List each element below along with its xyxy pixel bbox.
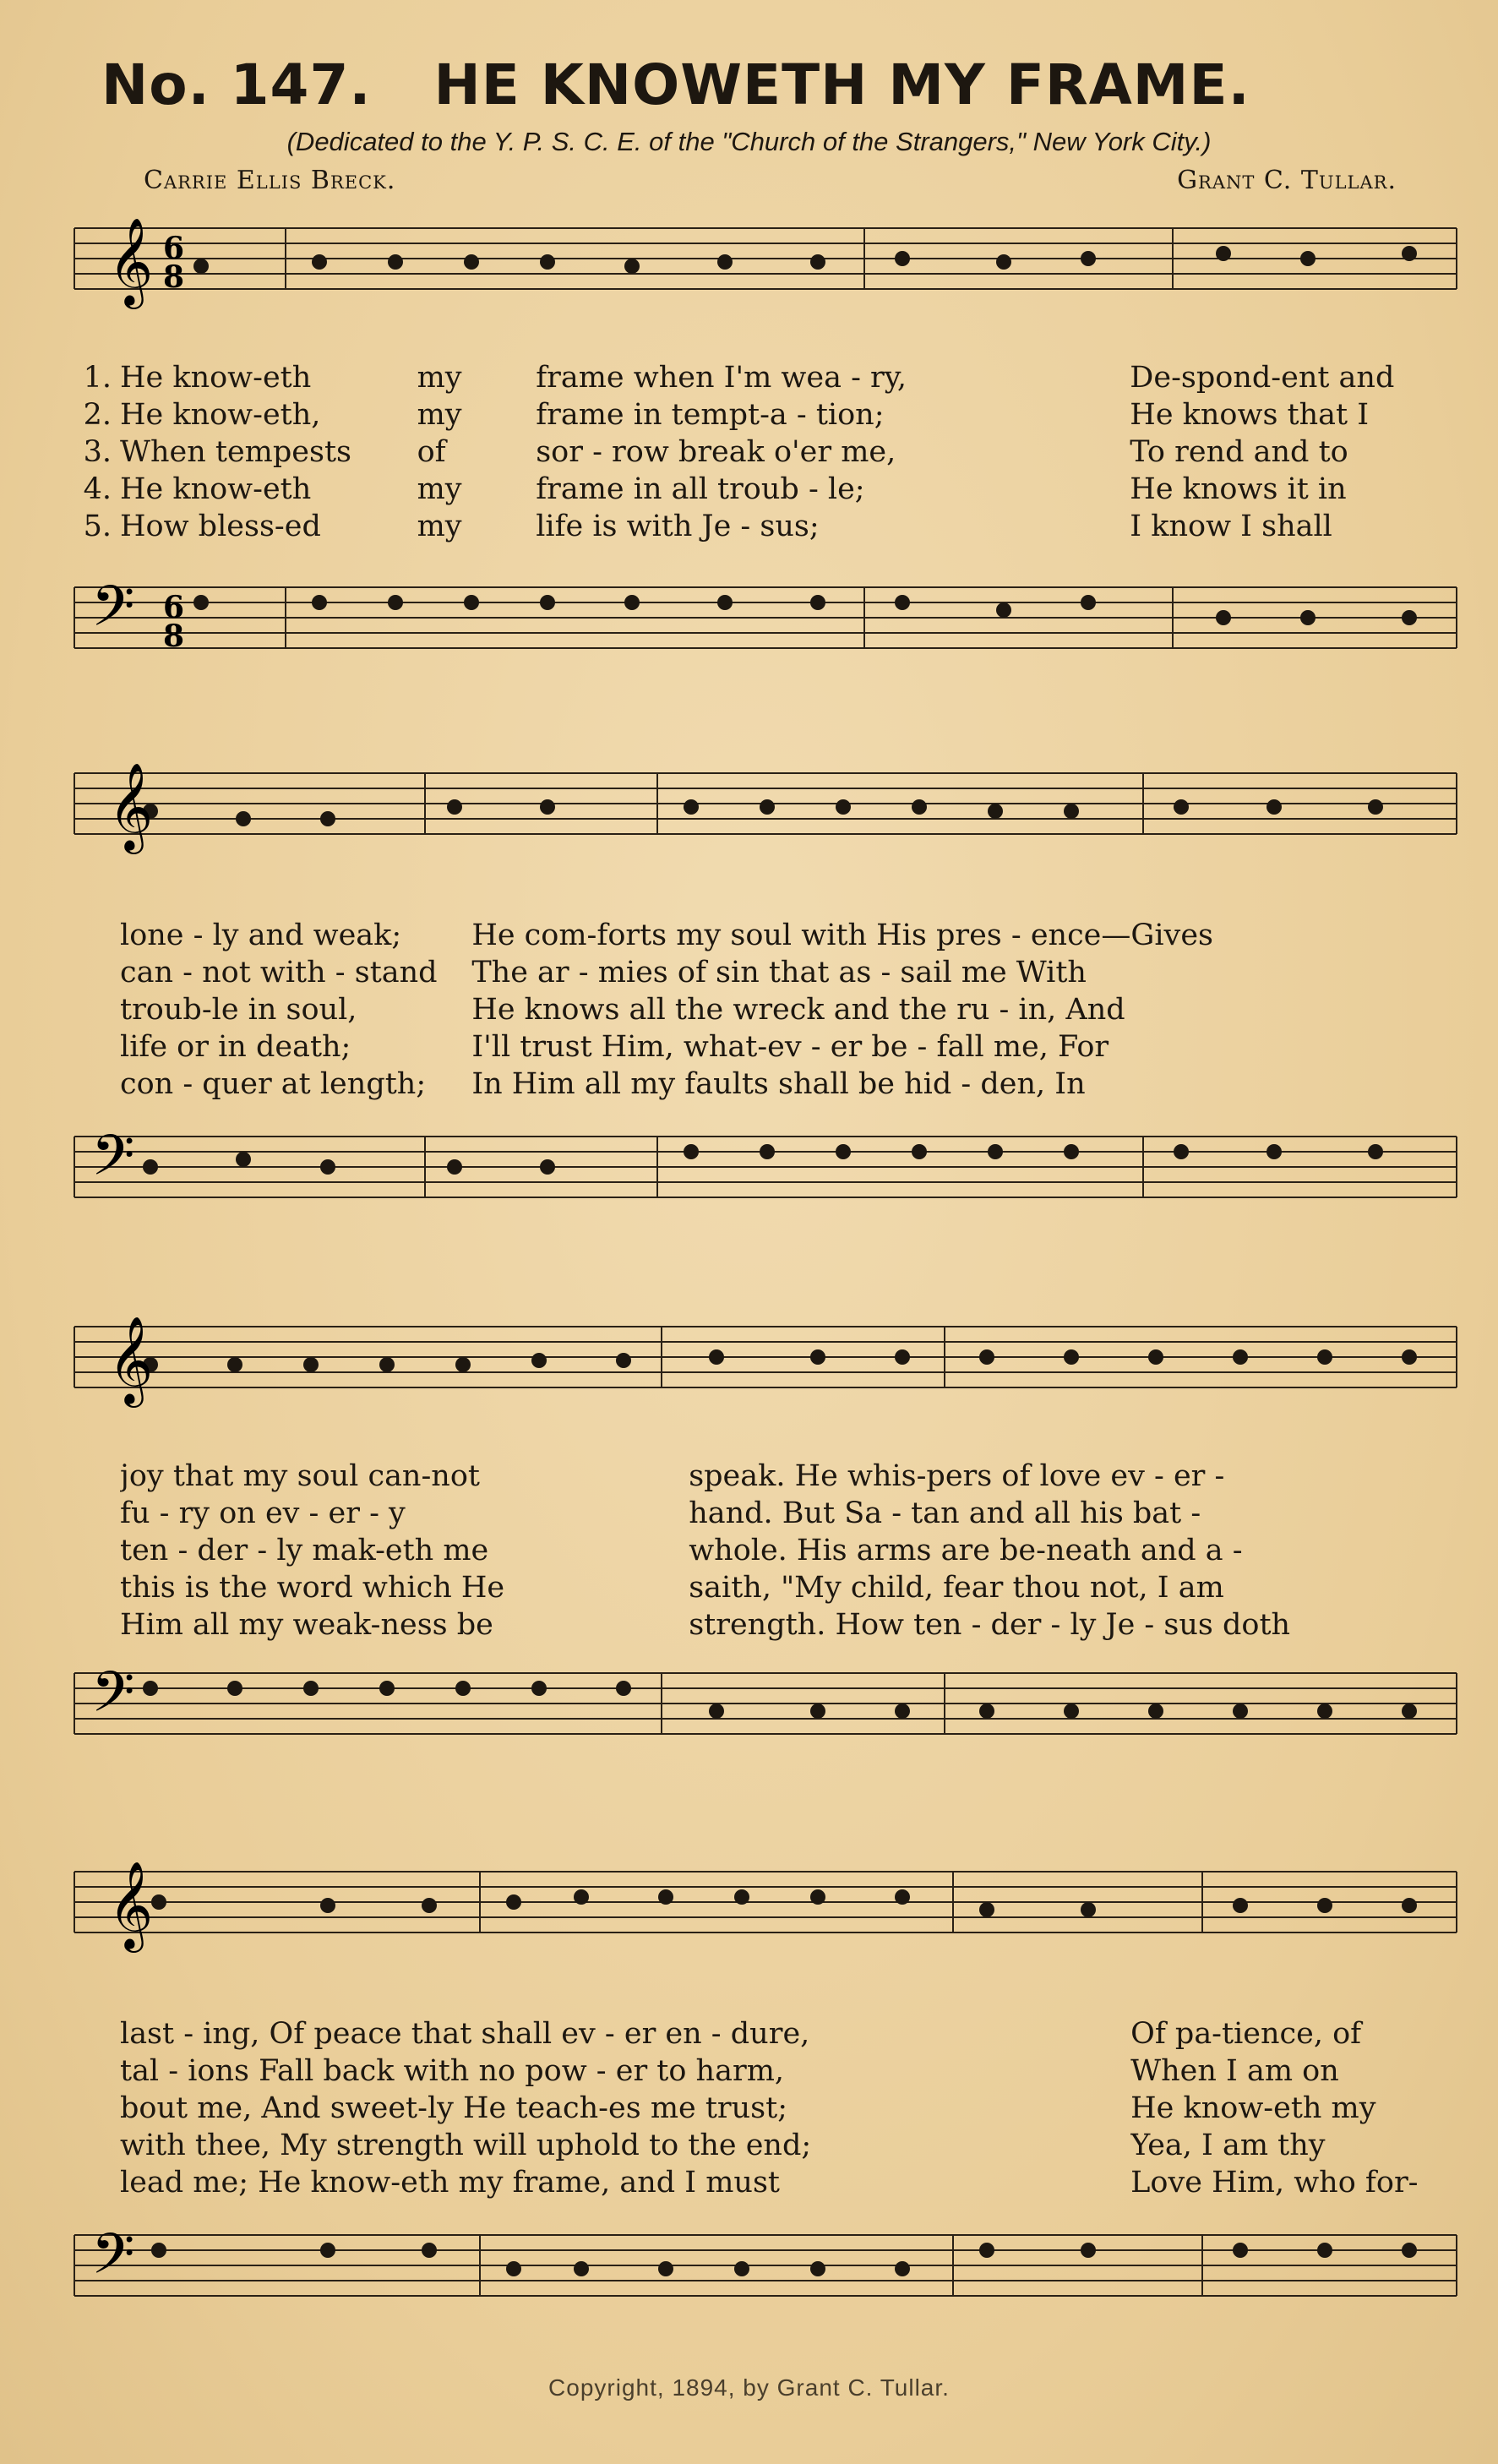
lyric-segment: I'll trust Him, what-ev - er be - fall me, For (471, 1030, 1109, 1064)
lyric-segment: In Him all my faults shall be hid - den, In (471, 1067, 1086, 1101)
verse-lyrics (74, 917, 1457, 1103)
hymn-title-text: HE KNOWETH MY FRAME. (433, 52, 1250, 117)
lyric-segment: life is with Je - sus; (536, 510, 820, 543)
verse-2-line (74, 954, 1457, 991)
bass-staff (74, 1123, 1457, 1202)
verse-5-line (74, 2164, 1457, 2201)
lyric-segment: con - quer at length; (120, 1067, 427, 1101)
verse-4-line (74, 2127, 1457, 2164)
lyric-segment: my (417, 510, 462, 543)
lyric-segment: The ar - mies of sin that as - sail me With (471, 956, 1087, 989)
lyric-segment: Love Him, who for- (1130, 2166, 1419, 2200)
verse-3-line (74, 2090, 1457, 2127)
svg-text:6: 6 (163, 590, 185, 625)
lyric-segment: He com-forts my soul with His pres - ence—Gives (471, 919, 1213, 952)
copyright-notice: Copyright, 1894, by Grant C. Tullar. (548, 2374, 950, 2401)
lyric-segment: strength. How ten - der - ly Je - sus doth (689, 1608, 1291, 1642)
lyric-segment: saith, "My child, fear thou not, I am (689, 1571, 1224, 1605)
svg-text:𝄞: 𝄞 (108, 1861, 154, 1949)
verse-4-line (74, 1028, 1457, 1066)
verse-3-line (74, 991, 1457, 1028)
bass-staff (74, 574, 1457, 654)
svg-text:𝄞: 𝄞 (108, 1316, 154, 1404)
treble-staff-graphic (74, 217, 1457, 306)
lyric-segment: He knows all the wreck and the ru - in, And (471, 993, 1125, 1027)
music-system-3 (74, 1297, 1457, 1770)
lyric-segment: When tempests (120, 435, 351, 469)
svg-text:6: 6 (163, 231, 185, 266)
lyric-segment: ten - der - ly mak-eth me (120, 1534, 489, 1567)
lyric-segment: speak. He whis-pers of love ev - er - (689, 1459, 1225, 1493)
bass-staff-graphic (74, 1123, 1457, 1202)
treble-staff-graphic (74, 1316, 1457, 1404)
verse-5-line (74, 1606, 1457, 1644)
lyric-segment: bout me, And sweet-ly He teach-es me trust; (120, 2091, 787, 2125)
dedication: (Dedicated to the Y. P. S. C. E. of the "Church of the Strangers," New York City.) (286, 127, 1212, 156)
hymn-header (0, 0, 1498, 203)
verse-3-line (74, 433, 1457, 471)
svg-text:𝄢: 𝄢 (91, 1660, 135, 1738)
lyric-segment: lone - ly and weak; (120, 919, 402, 952)
verse-number: 5. (83, 510, 112, 543)
verse-4-line (74, 1569, 1457, 1606)
verse-number: 1. (83, 361, 112, 395)
lyric-segment: my (417, 472, 462, 506)
lyric-segment: Of pa-tience, of (1130, 2017, 1362, 2051)
treble-staff-graphic (74, 1861, 1457, 1949)
verse-2-line (74, 396, 1457, 433)
lyric-segment: He knows that I (1130, 398, 1370, 432)
verse-1-line (74, 2015, 1457, 2052)
lyric-segment: To rend and to (1130, 435, 1348, 469)
verse-number: 4. (83, 472, 112, 506)
bass-staff-graphic (74, 1660, 1457, 1738)
verse-lyrics (74, 359, 1457, 545)
lyric-segment: tal - ions Fall back with no pow - er to harm, (120, 2054, 785, 2088)
verse-1-line (74, 917, 1457, 954)
verse-lyrics (74, 2015, 1457, 2201)
svg-text:𝄞: 𝄞 (108, 762, 154, 851)
lyric-segment: life or in death; (120, 1030, 351, 1064)
verse-number: 3. (83, 435, 112, 469)
lyric-segment: Him all my weak-ness be (120, 1608, 493, 1642)
author: Carrie Ellis Breck. (144, 166, 396, 195)
lyric-segment: How bless-ed (120, 510, 321, 543)
lyric-segment: sor - row break o'er me, (536, 435, 896, 469)
treble-staff (74, 1316, 1457, 1404)
treble-staff (74, 1861, 1457, 1949)
lyric-segment: fu - ry on ev - er - y (120, 1496, 406, 1530)
bass-staff (74, 2221, 1457, 2300)
lyric-segment: joy that my soul can-not (120, 1459, 480, 1493)
lyric-segment: troub-le in soul, (120, 993, 357, 1027)
lyric-segment: hand. But Sa - tan and all his bat - (689, 1496, 1201, 1530)
verse-1-line (74, 1458, 1457, 1495)
lyric-segment: He knows it in (1130, 472, 1347, 506)
lyric-segment: He know-eth, (120, 398, 321, 432)
svg-text:𝄢: 𝄢 (91, 574, 135, 652)
verse-2-line (74, 1495, 1457, 1532)
lyric-segment: He know-eth (120, 361, 312, 395)
lyric-segment: can - not with - stand (120, 956, 438, 989)
svg-text:𝄢: 𝄢 (91, 2221, 135, 2300)
lyric-segment: De-spond-ent and (1130, 361, 1395, 395)
lyric-segment: He know-eth (120, 472, 312, 506)
svg-text:8: 8 (163, 619, 185, 654)
lyric-segment: last - ing, Of peace that shall ev - er en - dure, (120, 2017, 810, 2051)
lyric-segment: frame when I'm wea - ry, (536, 361, 907, 395)
lyric-segment: of (417, 435, 446, 469)
lyric-segment: When I am on (1130, 2054, 1339, 2088)
composer: Grant C. Tullar. (1177, 166, 1397, 195)
music-system-2 (74, 756, 1457, 1229)
lyric-segment: frame in all troub - le; (536, 472, 865, 506)
lyric-segment: Yea, I am thy (1130, 2129, 1326, 2162)
svg-text:𝄢: 𝄢 (91, 1123, 135, 1202)
lyric-segment: my (417, 398, 462, 432)
svg-text:8: 8 (163, 259, 185, 295)
treble-staff-graphic (74, 762, 1457, 851)
hymn-number: No. 147. (101, 52, 372, 117)
lyric-segment: frame in tempt-a - tion; (536, 398, 885, 432)
hymn-title (101, 52, 1250, 117)
verse-1-line (74, 359, 1457, 396)
verse-number: 2. (83, 398, 112, 432)
lyric-segment: with thee, My strength will uphold to the end; (120, 2129, 812, 2162)
lyric-segment: whole. His arms are be-neath and a - (689, 1534, 1243, 1567)
lyric-segment: I know I shall (1130, 510, 1332, 543)
verse-5-line (74, 508, 1457, 545)
treble-staff (74, 762, 1457, 851)
lyric-segment: my (417, 361, 462, 395)
verse-2-line (74, 2052, 1457, 2090)
verse-3-line (74, 1532, 1457, 1569)
bass-staff (74, 1660, 1457, 1738)
verse-4-line (74, 471, 1457, 508)
lyric-segment: lead me; He know-eth my frame, and I must (120, 2166, 780, 2200)
bass-staff-graphic (74, 574, 1457, 654)
music-system-4 (74, 1851, 1457, 2341)
lyric-segment: this is the word which He (120, 1571, 505, 1605)
verse-lyrics (74, 1458, 1457, 1644)
verse-5-line (74, 1066, 1457, 1103)
lyric-segment: He know-eth my (1130, 2091, 1376, 2125)
music-system-1 (74, 215, 1457, 689)
svg-text:𝄞: 𝄞 (108, 217, 154, 306)
treble-staff (74, 217, 1457, 306)
bass-staff-graphic (74, 2221, 1457, 2300)
